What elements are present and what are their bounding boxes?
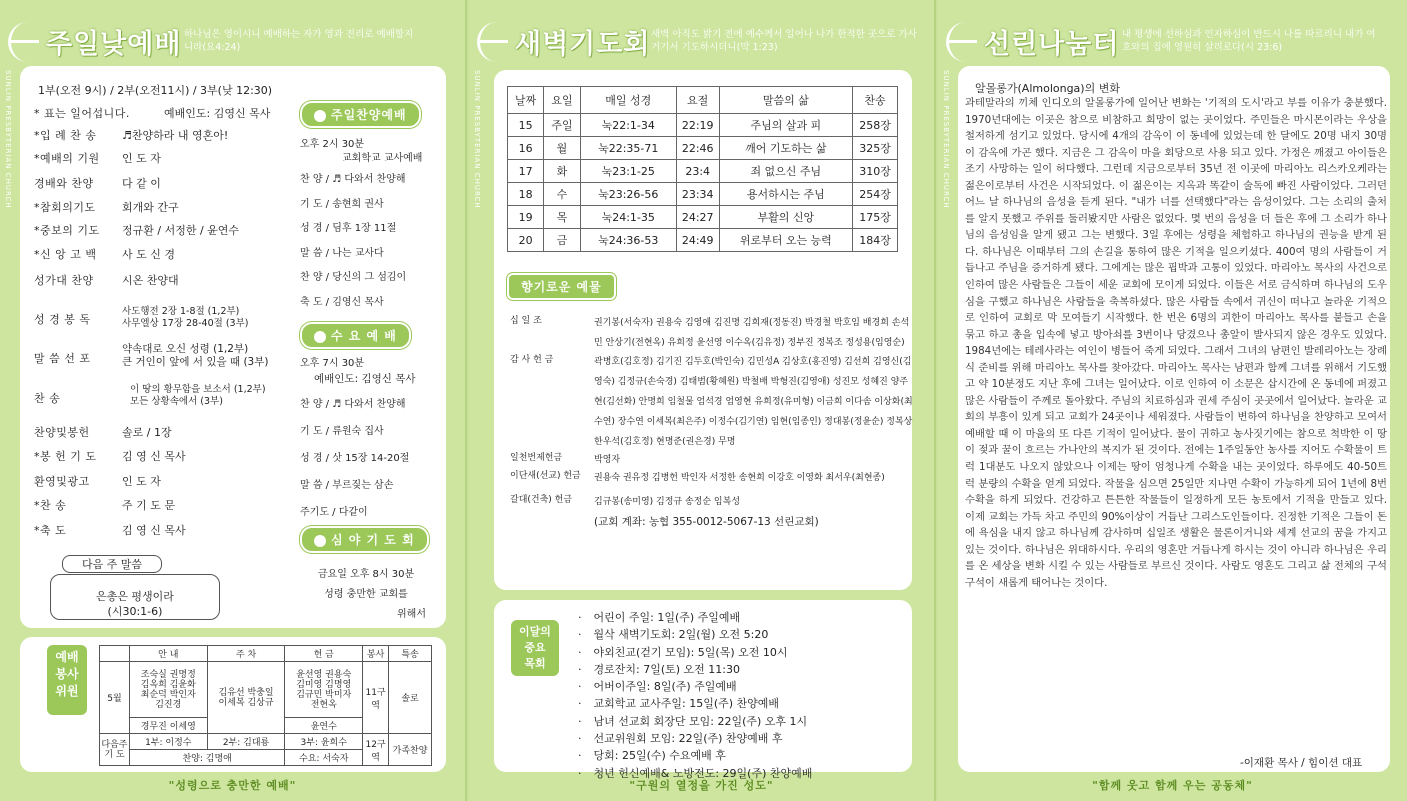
cross-leaf-icon [946, 22, 974, 62]
panel-title: 주일낮예배 [46, 29, 182, 60]
order-row: *봉 헌 기 도 김 영 신 목사 [34, 450, 186, 463]
next-week-tag: 다음 주 말씀 [62, 555, 162, 573]
order-row: *중보의 기도 정규환 / 서정한 / 윤연수 [34, 224, 240, 237]
table-row: 18 수 눅23:26-56 23:34 용서하시는 주님 254장 [508, 183, 898, 206]
offering-row: 십 일 조 권기봉(서숙자) 권용숙 김영애 김진명 김희재(정동진) 박경철 박호임 배경희 손석민 안상기(전현옥) 유희정 윤선영 이수옥(김유정) 정부진 정복조 정성용(임영순) [510, 316, 910, 348]
offering-verse: 너의 하나님이 그리스도 예수 안에서 영광 가운데 그 풍성한 대로 너희 모든 쓸 것을 채우시리라 (빌 4:19) [625, 275, 898, 297]
offering-row: 갈대(건축) 헌금 김규봉(송미영) 김정규 송정순 임복성 [510, 495, 741, 507]
offering-row: 감 사 헌 금 곽병호(김호정) 김기진 김두호(박인숙) 김민성A 김상호(홍진영) 김선희 김영신(김영숙) 김정규(손숙경) 김태범(황혜원) 박철배 박형진(김영애) 성진모 성혜진 양주현(김선화) 안명희 임철물 엄석경 엄영현 유희정(유미형) 이금희 이다솜 이상화(최수연) 장수연 이세복(최은주) 이정수(김기연) 임현(임종인) 정대봉(정윤순) 정복상 한우석(김호정) 현명준(권은경) 무명 [510, 355, 913, 447]
article-signature: -이재환 목사 / 힘이션 대표 [1240, 757, 1363, 769]
panel-verse: 하나님은 영이시니 예배하는 자가 영과 진리로 예배할지니라(요4:24) [184, 29, 414, 53]
order-row: *신 앙 고 백 사 도 신 경 [34, 248, 175, 261]
volunteer-tag: 예배 봉사 위원 [47, 645, 87, 715]
offering-row: 일천번제헌금 박영자 [510, 453, 621, 465]
list-item: · 월삭 새벽기도회: 2일(월) 오전 5:20 [598, 626, 812, 643]
article-body: 과테말라의 끼체 인디오의 알몰롱가에 일어난 변화는 '기적의 도시'라고 부를 이유가 충분했다. 1970년대에는 이곳은 참으로 비참하고 희망이 없는 곳이었다. 주민들은 마시몬이라는 우상을 철저하게 섬기고 있었다. 당시에 4개의 감옥이 이 동네에 있었는데 한 달에도 20명 내지 30명이 감옥에 가곤 했다. 지금은 그 감옥이 마을 회당으로 사용 되고 있다. 가정은 깨졌고 아이들은 조기 사망하는 일이 허다했다. 그런데 지금으로부터 35년 전 이곳에 마리아노 리스카오케라는 젊은이로부터 사건은 시작되었다. 이 젊은이는 지옥과 똑같이 술독에 빠진 사람이었다. 그러던 어느 날 하나님의 음성을 듣게 된다. "내가 너를 선택했다"라는 음성이었다. 그는 소리의 출처를 알지 못했고 주위를 둘러봤지만 사람은 없었다. 몇 번의 음성을 더 들은 후에 그 소리가 하나님의 음성임을 알게 됐고 그는 변했다. 3일 후에는 성령을 체험하고 하나님의 권능을 받게 된다. 하나님은 이때부터 그의 손길을 통하여 많은 기적을 일으키셨다. 400여 명의 사람들이 거듭나고 주님을 증거하게 됐다. 그에게는 많은 핍박과 고통이 있었다. 마리아노 목사의 사건으로 인하여 많은 사람들은 그들이 세운 교회에 모이게 되었다. 이들은 서로 금식하며 하나님의 도우심을 구했고 하나님은 사람들을 축복하셨다. 많은 사람들 속에서 귀신이 떠나고 놀라운 기적으로 인하여 교회로 막 모여들기 시작했다. 한 번은 6명의 괴한이 마리아노 목사를 붙들고 손을 묶고 하고 총을 입속에 넣고 방아쇠를 3번이나 당겼으나 총알이 발사되지 않은 경우도 있었다. 1984년에는 테레사라는 여인이 병들어 죽게 되었다. 그래서 그녀의 남편인 발레리아노는 장례식 준비를 위해 마리아노 목사를 찾아갔다. 마리아노 목사는 남편과 함께 그녀를 위해서 기도했고 약 10분정도 지난 후에 그녀는 일어났다. 이로 인하여 이 소문은 삽시간에 온 동네에 퍼졌고 많은 사람들이 주께로 돌아왔다. 주님의 치료하심과 권세 주심이 곳곳에서 일어났다. 놀라운 교회의 부흥이 있게 되고 교회가 24곳이나 세워졌다. 사람들이 변하여 하나님을 찬양하고 모여서 예배할 때 이 마을의 또 다른 기적이 일어났다. 물이 귀하고 농사짓기에는 참으로 척박한 이 땅이 젖과 꿀이 흐르는 가나안의 복지가 된 것이다. 전에는 1주일동안 농사를 지어도 수확물이 트럭 1대분도 나오지 않았으나 이제는 땅이 엄청나게 수확을 내는 곳이었다. 하루에도 40-50트럭 분량의 수확을 얻게 되었다. 작물을 심으면 25일만 지나면 수확이 가능하게 되어 1년에 8번 수확을 하게 되었다. 건강하고 튼튼한 작물들이 일정하게 모든 농토에서 기적을 만들고 있다. 이제 교회는 가득 차고 주민의 90%이상이 거듭난 그리스도인들이다. 진정한 기적은 그들이 돈에 욕심을 내지 않고 하나님께 감사하며 십일조 생활은 물론이거니와 세계 선교의 꿈을 가지고 있는 것이다. 하나님은 위대하시다. 우리의 영혼만 거듭나게 하시는 것이 아니라 하나님은 우리를 온 세상을 변화 시킬 수 있는 사람들로 부르신 것이다. 사람도 영혼도 그리고 삶 전체의 구석구석이 새롭게 태어나는 것이다. [965, 97, 1387, 589]
order-row: 환영및광고 인 도 자 [34, 475, 161, 488]
order-row: 성 경 봉 독 사도행전 2장 1-8절 (1,2부) 사무엘상 17장 28-40절 (3부) [34, 306, 249, 329]
offering-row: 이단새(선교) 헌금 권용숙 권유정 김병헌 박인자 서정한 송현희 이강호 이영화 최서우(최현종) [510, 471, 885, 483]
cross-leaf-icon [8, 22, 36, 62]
order-row: *입 례 찬 송 ♬찬양하라 내 영혼아! [34, 129, 229, 142]
cross-leaf-icon [477, 22, 505, 62]
list-item: · 선교위원회 모임: 22일(주) 찬양예배 후 [598, 730, 812, 747]
panel-footer: "구원의 열정을 가진 성도" [629, 779, 774, 792]
list-item: · 교회학교 교사주일: 15일(주) 찬양예배 [598, 695, 812, 712]
order-row: *찬 송 주 기 도 문 [34, 499, 175, 512]
sunday-praise-info: 오후 2시 30분 교회학교 교사예배 찬 양 / ♬ 다와서 찬양해 기 도 / 송현희 권사 성 경 / 딤후 1장 11절 말 씀 / 나는 교사다 찬 양 / 당신의 그 섬김이 축 도 / 김영신 목사 [300, 139, 423, 308]
wednesday-info: 오후 7시 30분 예배인도: 김영신 목사 찬 양 / ♬ 다와서 찬양해 기 도 / 류원숙 집사 성 경 / 삿 15장 14-20절 말 씀 / 부르짖는 삼손 주기도 / 다같이 [300, 358, 416, 518]
side-church-name: SUNLIN PRESBYTERIAN CHURCH [4, 70, 12, 209]
list-item: · 경로잔치: 7일(토) 오전 11:30 [598, 661, 812, 678]
article-title: 알몰롱가(Almolonga)의 변화 [975, 82, 1120, 95]
panel-title: 새벽기도회 [515, 29, 651, 60]
order-row: *예배의 기원 인 도 자 [34, 152, 161, 165]
night-prayer-tag: 심 야 기 도 회 [300, 526, 429, 553]
panel-title: 선린나눔터 [984, 29, 1120, 60]
next-week-sermon: 은총은 평생이라 (시30:1-6) [50, 574, 220, 620]
side-church-name: SUNLIN PRESBYTERIAN CHURCH [473, 70, 481, 209]
list-item: · 청년 헌신예배& 노방전도: 29일(주) 찬양예배 [598, 765, 812, 782]
order-row: 말 씀 선 포 약속대로 오신 성령 (1,2부) 큰 거인이 앞에 서 있을 때 (3부) [34, 343, 269, 368]
list-item: · 당회: 25일(수) 수요예배 후 [598, 747, 812, 764]
service-times: 1부(오전 9시) / 2부(오전11시) / 3부(낮 12:30) [38, 84, 273, 97]
events-tag: 이달의 중요 목회 [511, 620, 559, 676]
table-row: 19 목 눅24:1-35 24:27 부활의 신앙 175장 [508, 206, 898, 229]
panel-footer: "성령으로 충만한 예배" [168, 779, 297, 792]
table-row: 15 주일 눅22:1-34 22:19 주님의 살과 피 258장 [508, 114, 898, 137]
order-row: 경배와 찬양 다 같 이 [34, 177, 161, 190]
table-row: 17 화 눅23:1-25 23:4 죄 없으신 주님 310장 [508, 160, 898, 183]
list-item: · 야외친교(걷기 모임): 5일(목) 오전 10시 [598, 644, 812, 661]
order-row: 성가대 찬양 시온 찬양대 [34, 274, 179, 287]
list-item: · 남녀 선교회 회장단 모임: 22일(주) 오후 1시 [598, 713, 812, 730]
panel-verse: 내 평생에 선하심과 인자하심이 반드시 나를 따르리니 내가 여호와의 집에 영원히 살리로다(시 23:6) [1122, 29, 1376, 53]
sunday-praise-tag: 주일찬양예배 [300, 101, 421, 128]
wednesday-tag: 수 요 예 배 [300, 322, 411, 349]
events-list [578, 609, 812, 782]
night-prayer-info: 금요일 오후 8시 30분 성령 충만한 교회를 위해서 [317, 569, 426, 620]
order-row: *참회의기도 회개와 간구 [34, 201, 179, 214]
order-row: 찬 송 이 땅의 황무함을 보소서 (1,2부) 모든 상황속에서 (3부) [34, 384, 266, 407]
volunteer-table: 안 내 주 차 헌 금 봉사 특송 5월 조숙실 권명정 김옥희 김윤화 최순덕 박인자 김진경 김유선 박충일 이세복 김상규 윤선영 권용숙 김미영 김명영 김규민 박미자 전현옥 11구역 솔로 경무진 이세영 윤연수 다음주 기 도 1부: 이정수 2부: 김대룡 3부: 윤희수 12구역 가족찬양 찬양: 김명애 수요: 서숙자 [99, 645, 432, 766]
panel-footer: "함께 웃고 함께 우는 공동체" [1092, 779, 1253, 792]
panel-verse: 새벽 아직도 밝기 전에 예수께서 일어나 나가 한적한 곳으로 가사 거기서 기도하시더니(막 1:23) [651, 29, 917, 53]
list-item: · 어린이 주일: 1일(주) 주일예배 [598, 609, 812, 626]
offering-tag: 향기로운 예물 [507, 273, 616, 300]
list-item: · 어버이주일: 8일(주) 주일예배 [598, 678, 812, 695]
side-church-name: SUNLIN PRESBYTERIAN CHURCH [942, 70, 950, 209]
table-row: 16 월 눅22:35-71 22:46 깨어 기도하는 삶 325장 [508, 137, 898, 160]
order-row: 찬양및봉헌 솔로 / 1장 [34, 426, 172, 439]
order-row: * 표는 일어섭니다. 예배인도: 김영신 목사 [34, 107, 271, 120]
order-row: *축 도 김 영 신 목사 [34, 524, 186, 537]
bank-account: (교회 계좌: 농협 355-0012-5067-13 선린교회) [594, 516, 819, 528]
table-row: 20 금 눅24:36-53 24:49 위로부터 오는 능력 184장 [508, 229, 898, 252]
dawn-schedule-table: 날짜 요일 매일 성경 요절 말씀의 삶 찬송 15 주일 눅22:1-34 22:19 주님의 살과 피 258장 16 월 눅22:35-71 22:46 깨어 기도하는 삶 325장 17 화 눅23:1-25 23:4 죄 없으신 주님 310장 18 수 눅23:26-56 23:34 용서하시는 주님 254장 19 목 눅24:1-35 24:27 부활의 신앙 175장 20 금 눅24:36-53 24:49 위로부터 오는 능력 184장 [507, 86, 898, 252]
